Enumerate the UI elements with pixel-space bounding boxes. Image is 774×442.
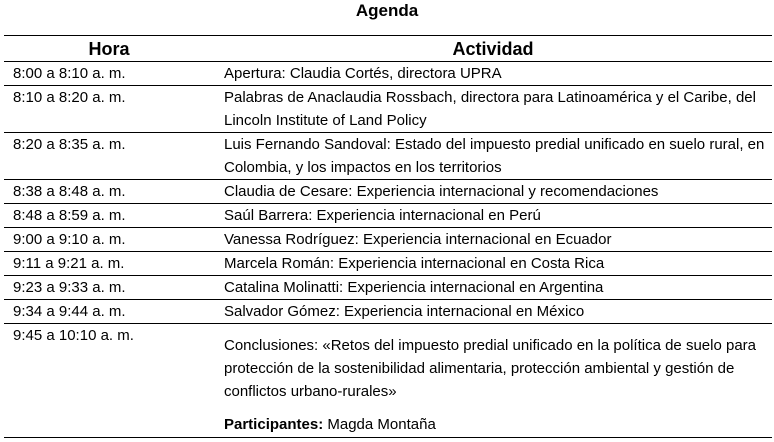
time-cell: 9:11 a 9:21 a. m.	[4, 252, 214, 276]
table-row	[4, 62, 772, 86]
column-header-actividad: Actividad	[214, 36, 772, 62]
time-cell: 9:00 a 9:10 a. m.	[4, 228, 214, 252]
activity-cell: Apertura: Claudia Cortés, directora UPRA	[214, 62, 772, 86]
activity-cell: Vanessa Rodríguez: Experiencia internacional en Ecuador	[214, 228, 772, 252]
activity-cell: Marcela Román: Experiencia internacional en Costa Rica	[214, 252, 772, 276]
header-row	[4, 36, 772, 62]
time-cell: 8:38 a 8:48 a. m.	[4, 180, 214, 204]
table-row	[4, 228, 772, 252]
table-row	[4, 133, 772, 180]
table-row	[4, 86, 772, 133]
closing-row	[4, 324, 772, 438]
time-cell: 8:10 a 8:20 a. m.	[4, 86, 214, 133]
closing-activity-cell	[214, 324, 772, 438]
time-cell: 9:34 a 9:44 a. m.	[4, 300, 214, 324]
table-row	[4, 252, 772, 276]
activity-cell: Salvador Gómez: Experiencia internacional en México	[214, 300, 772, 324]
column-header-hora: Hora	[4, 36, 214, 62]
activity-cell: Saúl Barrera: Experiencia internacional en Perú	[214, 204, 772, 228]
agenda-title: Agenda	[355, 1, 419, 20]
participants-line	[224, 413, 768, 437]
time-cell: 9:45 a 10:10 a. m.	[4, 324, 214, 438]
participants-label: Participantes:	[224, 416, 324, 433]
conclusions-text: Conclusiones: «Retos del impuesto predial unificado en la política de suelo para protección de la sostenibilidad alimentaria, protección ambiental y gestión de conflictos urbano-rurales»	[224, 337, 756, 400]
activity-cell: Palabras de Anaclaudia Rossbach, directora para Latinoamérica y el Caribe, del Lincoln Institute of Land Policy	[214, 86, 772, 133]
participants-value: Magda Montaña	[327, 416, 436, 433]
table-row	[4, 300, 772, 324]
table-row	[4, 180, 772, 204]
activity-cell: Catalina Molinatti: Experiencia internacional en Argentina	[214, 276, 772, 300]
time-cell: 9:23 a 9:33 a. m.	[4, 276, 214, 300]
time-cell: 8:20 a 8:35 a. m.	[4, 133, 214, 180]
time-cell: 8:48 a 8:59 a. m.	[4, 204, 214, 228]
activity-cell: Claudia de Cesare: Experiencia internacional y recomendaciones	[214, 180, 772, 204]
time-cell: 8:00 a 8:10 a. m.	[4, 62, 214, 86]
table-row	[4, 204, 772, 228]
activity-cell: Luis Fernando Sandoval: Estado del impuesto predial unificado en suelo rural, en Colombia, y los impactos en los territorios	[214, 133, 772, 180]
table-row	[4, 276, 772, 300]
agenda-table	[4, 35, 772, 438]
